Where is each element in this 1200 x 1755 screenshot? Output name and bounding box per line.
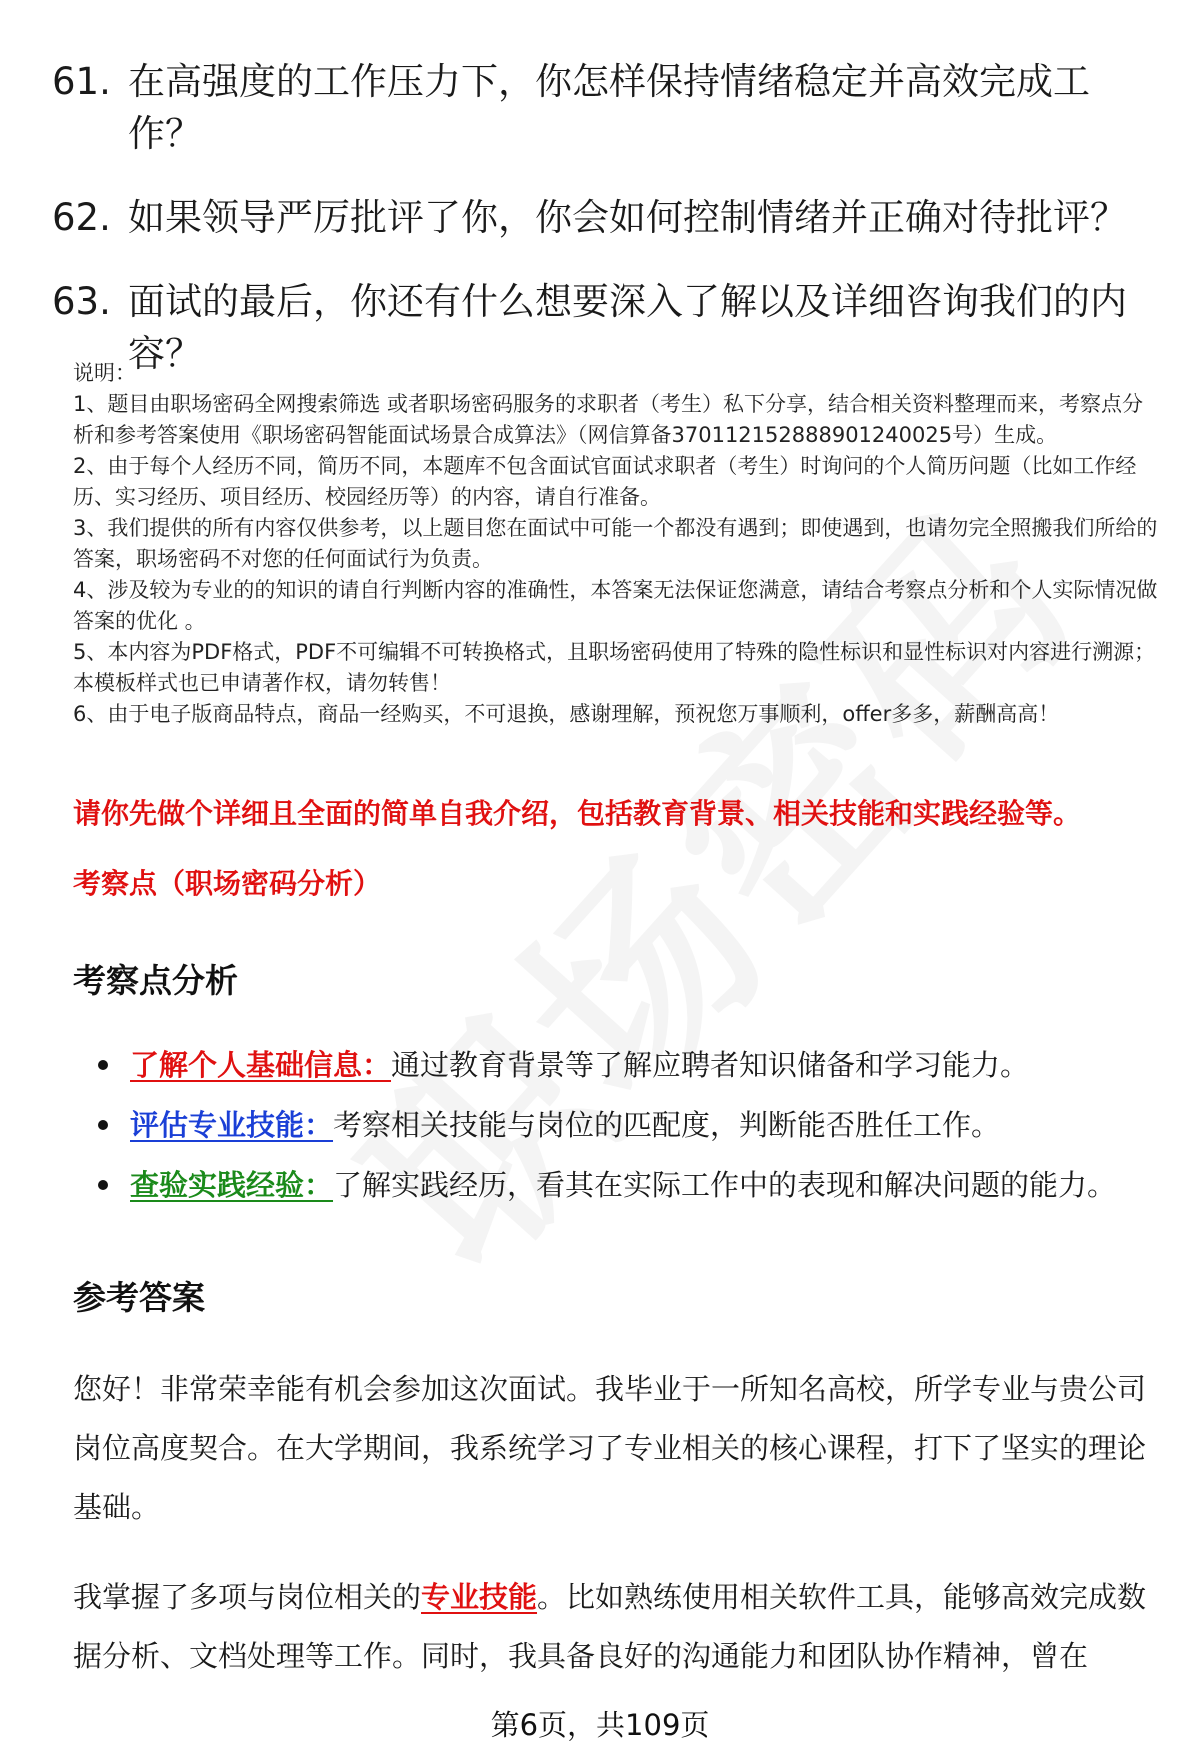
question-number: 61. — [52, 60, 111, 103]
note-item: 2、由于每个人经历不同，简历不同，本题库不包含面试官面试求职者（考生）时询问的个人简历问题（比如工作经历、实习经历、项目经历、校园经历等）的内容，请自行准备。 — [73, 454, 1137, 509]
page-footer: 第6页，共109页 — [490, 1708, 710, 1742]
analysis-bullet — [98, 1105, 1158, 1145]
answer-text: 。比如熟练使用相关软件工具，能够高效完成数据分析、文档处理等工作。同时，我具备良好的沟通能力和团队协作精神，曾在 — [73, 1580, 1147, 1673]
bullet-text: 了解实践经历，看其在实际工作中的表现和解决问题的能力。 — [333, 1168, 1117, 1202]
main-question: 请你先做个详细且全面的简单自我介绍，包括教育背景、相关技能和实践经验等。 — [73, 797, 1082, 830]
answer-heading: 参考答案 — [73, 1278, 205, 1317]
note-item: 5、本内容为PDF格式，PDF不可编辑不可转换格式，且职场密码使用了特殊的隐性标识和显性标识对内容进行溯源；本模板样式也已申请著作权，请勿转售！ — [73, 640, 1156, 695]
answer-paragraph — [73, 1568, 1148, 1686]
bullet-dot-icon — [98, 1180, 108, 1190]
bullet-keyword: 了解个人基础信息： — [130, 1048, 392, 1082]
question-text: 如果领导严厉批评了你，你会如何控制情绪并正确对待批评？ — [128, 196, 1127, 239]
analysis-heading: 考察点分析 — [73, 961, 238, 1000]
analysis-bullet — [98, 1045, 1158, 1085]
question-text: 在高强度的工作压力下，你怎样保持情绪稳定并高效完成工作？ — [128, 60, 1090, 155]
question-number: 63. — [52, 280, 111, 323]
question-item — [52, 192, 1152, 244]
note-item: 1、题目由职场密码全网搜索筛选 或者职场密码服务的求职者（考生）私下分享，结合相关资料整理而来，考察点分析和参考答案使用《职场密码智能面试场景合成算法》（网信算备370112152888901240025号）生成。 — [73, 392, 1144, 447]
answer-paragraph: 您好！非常荣幸能有机会参加这次面试。我毕业于一所知名高校，所学专业与贵公司岗位高度契合。在大学期间，我系统学习了专业相关的核心课程，打下了坚实的理论基础。 — [73, 1372, 1147, 1524]
note-item: 4、涉及较为专业的的知识的请自行判断内容的准确性，本答案无法保证您满意，请结合考察点分析和个人实际情况做答案的优化 。 — [73, 578, 1158, 633]
analysis-bullet — [98, 1165, 1158, 1205]
question-number: 62. — [52, 196, 111, 239]
bullet-keyword: 评估专业技能： — [130, 1108, 334, 1142]
bullet-text: 考察相关技能与岗位的匹配度，判断能否胜任工作。 — [333, 1108, 1001, 1142]
analysis-label: 考察点（职场密码分析） — [73, 867, 382, 900]
bullet-dot-icon — [98, 1120, 108, 1130]
bullet-dot-icon — [98, 1060, 108, 1070]
notes-section — [73, 358, 1158, 730]
notes-heading: 说明： — [73, 361, 136, 385]
answer-highlight: 专业技能 — [421, 1580, 538, 1614]
note-item: 3、我们提供的所有内容仅供参考，以上题目您在面试中可能一个都没有遇到；即使遇到，也请勿完全照搬我们所给的答案，职场密码不对您的任何面试行为负责。 — [73, 516, 1158, 571]
bullet-text: 通过教育背景等了解应聘者知识储备和学习能力。 — [391, 1048, 1030, 1082]
bullet-keyword: 查验实践经验： — [130, 1168, 334, 1202]
note-item: 6、由于电子版商品特点，商品一经购买，不可退换，感谢理解，预祝您万事顺利，offer多多，薪酬高高！ — [73, 702, 1060, 726]
answer-text: 我掌握了多项与岗位相关的 — [73, 1580, 422, 1614]
question-item — [52, 56, 1152, 160]
analysis-bullets — [98, 1045, 1158, 1225]
question-text: 面试的最后，你还有什么想要深入了解以及详细咨询我们的内容？ — [128, 280, 1127, 375]
